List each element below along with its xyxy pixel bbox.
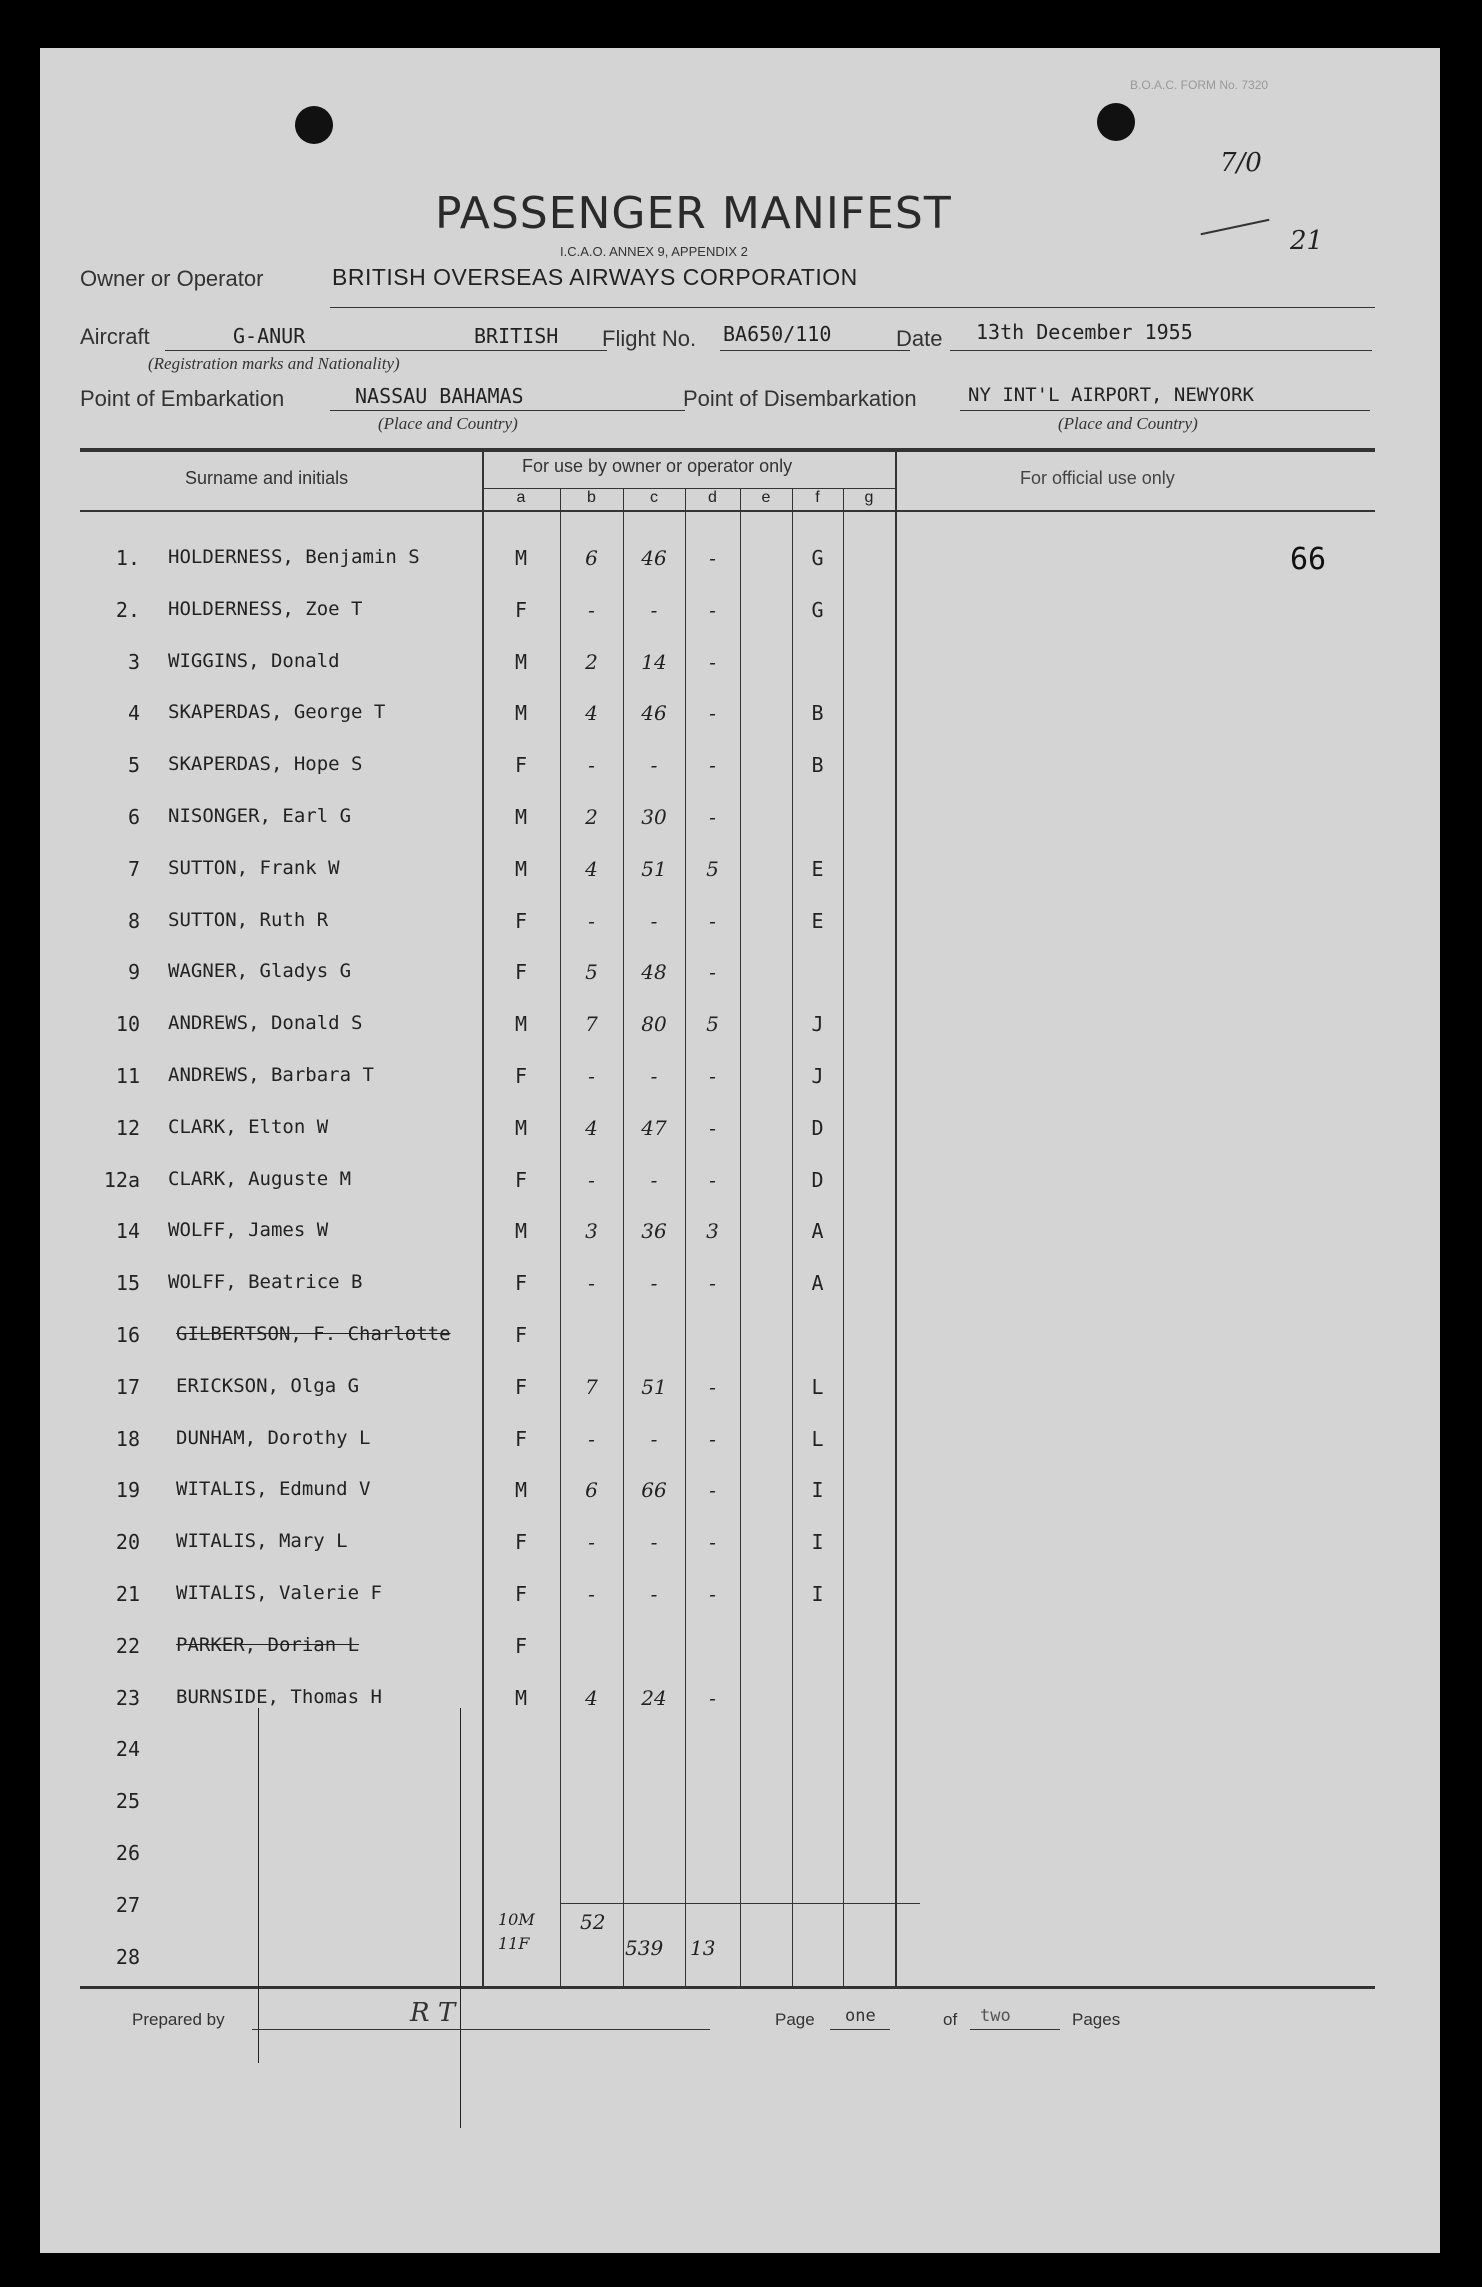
cell-f: J xyxy=(811,1012,824,1036)
cell-d: 5 xyxy=(706,857,719,881)
cell-a: M xyxy=(514,805,528,829)
cell-f: I xyxy=(811,1530,824,1554)
cell-f: B xyxy=(811,701,824,725)
cell-c: 80 xyxy=(641,1012,667,1036)
cell-a: M xyxy=(514,1012,528,1036)
cell-a: F xyxy=(514,598,528,622)
row-number: 19 xyxy=(115,1478,140,1502)
col-header-operator: For use by owner or operator only xyxy=(522,456,793,476)
row-number: 17 xyxy=(115,1375,140,1399)
passenger-name: WITALIS, Valerie F xyxy=(176,1582,382,1604)
cell-b: 4 xyxy=(585,1116,598,1140)
row-number: 11 xyxy=(115,1064,140,1088)
page-subtitle: I.C.A.O. ANNEX 9, APPENDIX 2 xyxy=(560,244,748,259)
cell-d: - xyxy=(709,909,716,933)
table-top-rule xyxy=(80,448,1375,452)
cell-b: 6 xyxy=(585,546,598,570)
row-number: 6 xyxy=(127,805,140,829)
cell-a: F xyxy=(514,1323,528,1347)
disembarkation-underline xyxy=(960,410,1370,411)
date-value: 13th December 1955 xyxy=(976,320,1193,344)
cell-d: - xyxy=(709,1582,716,1606)
row-number: 7 xyxy=(127,857,140,881)
embarkation-label: Point of Embarkation xyxy=(80,386,285,411)
cell-c: - xyxy=(650,909,658,933)
page-underline xyxy=(830,2029,890,2030)
passenger-name: HOLDERNESS, Zoe T xyxy=(168,598,363,620)
cell-b: 2 xyxy=(585,650,598,674)
cell-a: F xyxy=(514,1427,528,1451)
sub-col-header-e: e xyxy=(761,489,771,506)
flight-label: Flight No. xyxy=(602,326,697,351)
flight-underline xyxy=(720,350,910,351)
passenger-name: WITALIS, Mary L xyxy=(176,1530,348,1552)
disembarkation-value: NY INT'L AIRPORT, NEWYORK xyxy=(968,384,1254,406)
row-number: 28 xyxy=(115,1945,140,1969)
date-label: Date xyxy=(896,326,943,351)
cell-d: - xyxy=(709,1478,716,1502)
pen-stroke-left xyxy=(258,1708,259,2063)
cell-b: 5 xyxy=(585,960,598,984)
cell-c: 47 xyxy=(641,1116,667,1140)
cell-a: M xyxy=(514,546,528,570)
row-number: 12a xyxy=(103,1168,140,1192)
cell-d: - xyxy=(709,701,716,725)
cell-b: - xyxy=(588,1582,595,1606)
row-number: 1. xyxy=(115,546,140,570)
cell-c: - xyxy=(650,1582,658,1606)
cell-d: 3 xyxy=(706,1219,719,1243)
header-bottom-rule xyxy=(80,510,1375,512)
table-bottom-rule xyxy=(80,1986,1375,1989)
cell-b: 4 xyxy=(585,1686,598,1710)
cell-f: J xyxy=(811,1064,824,1088)
cell-a: F xyxy=(514,1530,528,1554)
cell-a: M xyxy=(514,650,528,674)
cell-a: M xyxy=(514,1116,528,1140)
total-a-top: 10M xyxy=(498,1910,535,1929)
col-divider-f xyxy=(843,488,844,1987)
row-number: 15 xyxy=(115,1271,140,1295)
passenger-name: BURNSIDE, Thomas H xyxy=(176,1686,382,1708)
row-number: 2. xyxy=(115,598,140,622)
row-number: 9 xyxy=(127,960,140,984)
cell-b: - xyxy=(588,753,595,777)
cell-a: M xyxy=(514,701,528,725)
cell-d: - xyxy=(709,598,716,622)
embarkation-underline xyxy=(330,410,685,411)
cell-d: - xyxy=(709,960,716,984)
passenger-name: SUTTON, Frank W xyxy=(168,857,340,879)
row-number: 16 xyxy=(115,1323,140,1347)
cell-c: 36 xyxy=(641,1219,667,1243)
total-c: 539 xyxy=(625,1936,664,1960)
pages-label: Pages xyxy=(1072,2010,1121,2029)
passenger-name: ANDREWS, Donald S xyxy=(168,1012,363,1034)
row-number: 12 xyxy=(115,1116,140,1140)
cell-d: - xyxy=(709,1271,716,1295)
total-a-bottom: 11F xyxy=(498,1934,530,1953)
cell-d: - xyxy=(709,650,716,674)
sub-col-header-a: a xyxy=(516,489,526,506)
cell-c: - xyxy=(650,1530,658,1554)
punch-hole-left xyxy=(295,106,333,144)
sub-col-header-g: g xyxy=(864,489,874,506)
passenger-name: SKAPERDAS, George T xyxy=(168,701,386,723)
passenger-name: WOLFF, Beatrice B xyxy=(168,1271,363,1293)
row-number: 10 xyxy=(115,1012,140,1036)
cell-a: M xyxy=(514,1686,528,1710)
flight-value: BA650/110 xyxy=(723,322,832,346)
passenger-name: WIGGINS, Donald xyxy=(168,650,340,672)
prepared-underline xyxy=(252,2029,710,2030)
row-number: 23 xyxy=(115,1686,140,1710)
cell-f: I xyxy=(811,1478,824,1502)
embarkation-place-note: (Place and Country) xyxy=(378,414,518,433)
cell-a: F xyxy=(514,960,528,984)
date-underline xyxy=(950,350,1372,351)
cell-c: 66 xyxy=(641,1478,667,1502)
cell-b: - xyxy=(588,598,595,622)
passenger-name: CLARK, Elton W xyxy=(168,1116,329,1138)
passenger-name: WOLFF, James W xyxy=(168,1219,329,1241)
cell-d: - xyxy=(709,1530,716,1554)
cell-f: G xyxy=(811,546,824,570)
cell-f: L xyxy=(811,1375,824,1399)
cell-d: - xyxy=(709,1686,716,1710)
row-number: 3 xyxy=(127,650,140,674)
corner-annotation-2: 21 xyxy=(1290,226,1324,256)
cell-f: D xyxy=(811,1116,824,1140)
cell-c: - xyxy=(650,598,658,622)
row-number: 14 xyxy=(115,1219,140,1243)
cell-b: - xyxy=(588,1064,595,1088)
cell-d: - xyxy=(709,1427,716,1451)
registration-note: (Registration marks and Nationality) xyxy=(148,354,400,373)
cell-b: 4 xyxy=(585,857,598,881)
nationality-value: BRITISH xyxy=(474,324,559,348)
cell-f: B xyxy=(811,753,824,777)
cell-a: F xyxy=(514,1582,528,1606)
embarkation-value: NASSAU BAHAMAS xyxy=(355,384,524,408)
cell-a: F xyxy=(514,1168,528,1192)
punch-hole-right xyxy=(1097,103,1135,141)
disembarkation-label: Point of Disembarkation xyxy=(683,386,917,411)
passenger-name: WITALIS, Edmund V xyxy=(176,1478,371,1500)
passenger-name: NISONGER, Earl G xyxy=(168,805,352,827)
cell-b: - xyxy=(588,1168,595,1192)
cell-c: 46 xyxy=(641,701,667,725)
cell-d: - xyxy=(709,546,716,570)
row-number: 25 xyxy=(115,1789,140,1813)
passenger-name: ANDREWS, Barbara T xyxy=(168,1064,374,1086)
aircraft-value: G-ANUR xyxy=(233,324,306,348)
cell-b: 4 xyxy=(585,701,598,725)
cell-a: M xyxy=(514,857,528,881)
col-divider-d xyxy=(740,488,741,1987)
aircraft-underline xyxy=(165,350,607,351)
page-value: one xyxy=(845,2006,876,2026)
sub-col-header-d: d xyxy=(708,489,717,506)
cell-b: 7 xyxy=(585,1375,598,1399)
cell-c: 24 xyxy=(641,1686,667,1710)
cell-f: G xyxy=(811,598,824,622)
cell-d: - xyxy=(709,805,716,829)
row-number: 5 xyxy=(127,753,140,777)
cell-c: 51 xyxy=(641,857,667,881)
row-number: 27 xyxy=(115,1893,140,1917)
disembarkation-place-note: (Place and Country) xyxy=(1058,414,1198,433)
passenger-name: HOLDERNESS, Benjamin S xyxy=(168,546,420,568)
cell-f: A xyxy=(811,1219,824,1243)
row-number: 20 xyxy=(115,1530,140,1554)
cell-a: M xyxy=(514,1478,528,1502)
cell-d: - xyxy=(709,1064,716,1088)
cell-a: F xyxy=(514,753,528,777)
passenger-name: ERICKSON, Olga G xyxy=(176,1375,360,1397)
official-number: 66 xyxy=(1290,542,1327,577)
cell-c: 51 xyxy=(641,1375,667,1399)
owner-label: Owner or Operator xyxy=(80,266,264,291)
col-divider-official xyxy=(895,452,897,1987)
page-title: PASSENGER MANIFEST xyxy=(435,188,952,239)
cell-f: E xyxy=(811,857,824,881)
cell-a: F xyxy=(514,909,528,933)
cell-d: - xyxy=(709,1168,716,1192)
cell-c: - xyxy=(650,1168,658,1192)
cell-a: F xyxy=(514,1375,528,1399)
corner-annotation: 7/0 xyxy=(1220,148,1262,178)
owner-value: BRITISH OVERSEAS AIRWAYS CORPORATION xyxy=(332,264,858,290)
cell-b: - xyxy=(588,909,595,933)
form-reference: B.O.A.C. FORM No. 7320 xyxy=(1130,78,1269,92)
passenger-name: SUTTON, Ruth R xyxy=(168,909,329,931)
of-underline xyxy=(970,2029,1060,2030)
col-header-name: Surname and initials xyxy=(185,468,349,488)
cell-c: - xyxy=(650,1064,658,1088)
cell-c: 14 xyxy=(641,650,667,674)
cell-f: A xyxy=(811,1271,824,1295)
cell-b: - xyxy=(588,1530,595,1554)
sub-col-header-f: f xyxy=(815,489,820,506)
total-b: 52 xyxy=(580,1910,606,1934)
cell-f: I xyxy=(811,1582,824,1606)
cell-c: 46 xyxy=(641,546,667,570)
of-label: of xyxy=(943,2010,958,2029)
manifest-sheet xyxy=(40,48,1440,2253)
corner-stroke xyxy=(1201,219,1270,236)
passenger-name: CLARK, Auguste M xyxy=(168,1168,352,1190)
cell-f: D xyxy=(811,1168,824,1192)
cell-a: F xyxy=(514,1271,528,1295)
row-number: 21 xyxy=(115,1582,140,1606)
row-number: 18 xyxy=(115,1427,140,1451)
of-value: two xyxy=(980,2006,1011,2026)
passenger-name: SKAPERDAS, Hope S xyxy=(168,753,363,775)
cell-c: 30 xyxy=(641,805,667,829)
sub-col-header-c: c xyxy=(650,489,658,506)
row-number: 8 xyxy=(127,909,140,933)
row-number: 4 xyxy=(127,701,140,725)
cell-b: 6 xyxy=(585,1478,598,1502)
page-label: Page xyxy=(775,2010,815,2029)
row-number: 22 xyxy=(115,1634,140,1658)
total-d: 13 xyxy=(690,1936,716,1960)
cell-f: E xyxy=(811,909,824,933)
cell-d: - xyxy=(709,1375,716,1399)
cell-c: - xyxy=(650,1427,658,1451)
aircraft-label: Aircraft xyxy=(80,324,150,349)
cell-b: 2 xyxy=(585,805,598,829)
cell-d: - xyxy=(709,753,716,777)
pen-stroke-right xyxy=(460,1708,461,2128)
cell-b: - xyxy=(588,1271,595,1295)
cell-d: 5 xyxy=(706,1012,719,1036)
passenger-name: WAGNER, Gladys G xyxy=(168,960,352,982)
sub-col-header-b: b xyxy=(587,489,596,506)
cell-f: L xyxy=(811,1427,824,1451)
cell-b: 3 xyxy=(585,1219,598,1243)
cell-c: - xyxy=(650,1271,658,1295)
row-number: 26 xyxy=(115,1841,140,1865)
cell-a: M xyxy=(514,1219,528,1243)
cell-b: - xyxy=(588,1427,595,1451)
totals-rule xyxy=(560,1903,920,1904)
prepared-value: R T xyxy=(410,1998,456,2028)
prepared-label: Prepared by xyxy=(132,2010,225,2029)
row-number: 24 xyxy=(115,1737,140,1761)
cell-a: F xyxy=(514,1634,528,1658)
passenger-name: DUNHAM, Dorothy L xyxy=(176,1427,371,1449)
cell-a: F xyxy=(514,1064,528,1088)
passenger-name: GILBERTSON, F. Charlotte xyxy=(176,1323,451,1345)
passenger-name: PARKER, Dorian L xyxy=(176,1634,360,1656)
cell-d: - xyxy=(709,1116,716,1140)
cell-c: 48 xyxy=(641,960,667,984)
cell-b: 7 xyxy=(585,1012,598,1036)
col-header-official: For official use only xyxy=(1020,468,1175,488)
cell-c: - xyxy=(650,753,658,777)
owner-underline xyxy=(330,307,1375,308)
